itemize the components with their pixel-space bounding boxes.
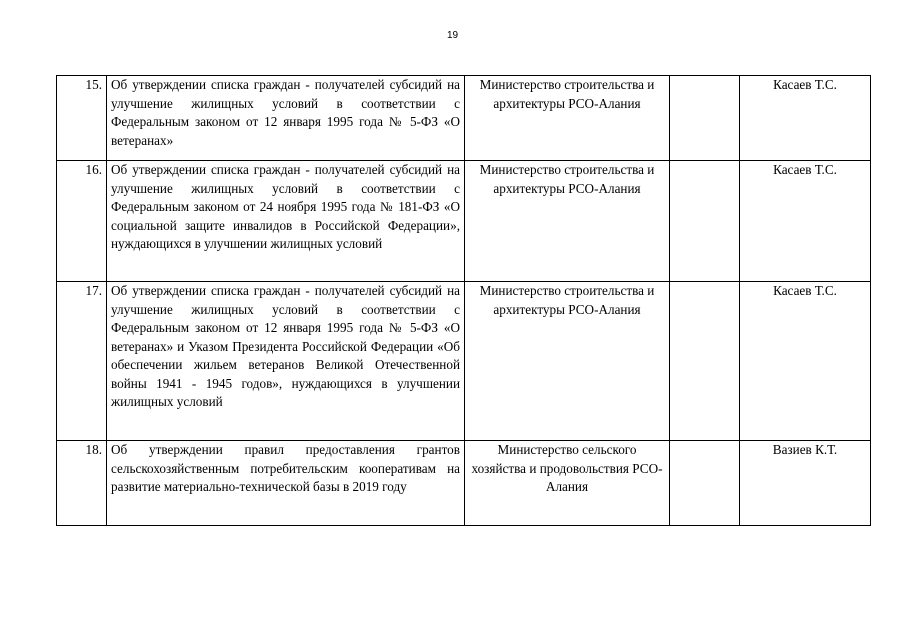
row-responsible: Касаев Т.С. [740, 282, 871, 441]
row-number: 18. [57, 441, 107, 526]
table-row [57, 441, 871, 526]
row-responsible: Касаев Т.С. [740, 76, 871, 161]
row-empty-cell [670, 76, 740, 161]
row-number: 17. [57, 282, 107, 441]
row-number: 15. [57, 76, 107, 161]
document-table [56, 75, 871, 526]
table-row [57, 282, 871, 441]
row-organization: Министерство строительства и архитектуры РСО-Алания [465, 76, 670, 161]
row-empty-cell [670, 161, 740, 282]
row-title: Об утверждении списка граждан - получателей субсидий на улучшение жилищных условий в соответствии с Федеральным законом от 24 ноября 1995 года № 181-ФЗ «О социальной защите инвалидов в Российской Федерации», нуждающихся в улучшении жилищных условий [107, 161, 465, 282]
table-row [57, 161, 871, 282]
row-title: Об утверждении списка граждан - получателей субсидий на улучшение жилищных условий в соответствии с Федеральным законом от 12 января 1995 года № 5-ФЗ «О ветеранах» и Указом Президента Российской Федерации «Об обеспечении жильем ветеранов Великой Отечественной войны 1941 - 1945 годов», нуждающихся в улучшении жилищных условий [107, 282, 465, 441]
row-responsible: Вазиев К.Т. [740, 441, 871, 526]
table-row [57, 76, 871, 161]
row-number: 16. [57, 161, 107, 282]
page-number: 19 [446, 30, 459, 41]
row-organization: Министерство строительства и архитектуры РСО-Алания [465, 282, 670, 441]
row-empty-cell [670, 441, 740, 526]
row-title: Об утверждении списка граждан - получателей субсидий на улучшение жилищных условий в соответствии с Федеральным законом от 12 января 1995 года № 5-ФЗ «О ветеранах» [107, 76, 465, 161]
row-responsible: Касаев Т.С. [740, 161, 871, 282]
row-title: Об утверждении правил предоставления грантов сельскохозяйственным потребительским кооперативам на развитие материально-технической базы в 2019 году [107, 441, 465, 526]
row-organization: Министерство строительства и архитектуры РСО-Алания [465, 161, 670, 282]
row-empty-cell [670, 282, 740, 441]
row-organization: Министерство сельского хозяйства и продовольствия РСО-Алания [465, 441, 670, 526]
